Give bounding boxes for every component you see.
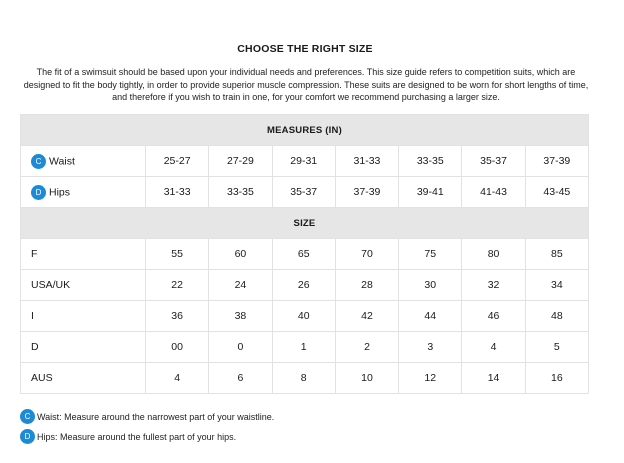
size-header: SIZE [21,208,589,239]
table-cell: 24 [209,270,272,301]
page-title: CHOOSE THE RIGHT SIZE [237,43,373,55]
waist-note-text: Waist: Measure around the narrowest part of your waistline. [37,411,275,422]
table-cell: 43-45 [525,177,588,208]
table-row [21,332,589,363]
row-label-cell: D [21,332,146,363]
table-row [21,146,589,177]
table-cell: 26 [272,270,335,301]
size-row [21,208,589,239]
table-row [21,239,589,270]
table-cell: 4 [462,332,525,363]
row-label-cell: I [21,301,146,332]
waist-badge-icon: C [20,409,35,424]
table-cell: 46 [462,301,525,332]
table-cell: 40 [272,301,335,332]
table-row [21,363,589,394]
table-cell: 00 [146,332,209,363]
table-cell: 8 [272,363,335,394]
intro-text: The fit of a swimsuit should be based upon your individual needs and preferences. This size guide refers to competition suits, which are designed to fit the body tightly, in order to provide superior muscle compression. These suits are designed to be worn for short lengths of time, and therefore if you wish to train in one, for your comfort we recommend purchasing a larger size. [23,67,589,102]
row-label-cell: USA/UK [21,270,146,301]
table-cell: 6 [209,363,272,394]
table-cell: 85 [525,239,588,270]
table-cell: 37-39 [525,146,588,177]
table-cell: 33-35 [209,177,272,208]
table-cell: 31-33 [335,146,398,177]
table-cell: 31-33 [146,177,209,208]
table-cell: 60 [209,239,272,270]
row-label-cell [21,177,146,208]
table-cell: 34 [525,270,588,301]
hips-note [20,429,236,444]
measures-header: MEASURES (IN) [21,115,589,146]
table-cell: 10 [335,363,398,394]
row-label-cell: F [21,239,146,270]
table-row [21,177,589,208]
table-cell: 41-43 [462,177,525,208]
table-cell: 29-31 [272,146,335,177]
waist-note [20,409,274,424]
hips-badge-icon: D [20,429,35,444]
table-cell: 14 [462,363,525,394]
table-cell: 35-37 [462,146,525,177]
table-cell: 27-29 [209,146,272,177]
table-cell: 65 [272,239,335,270]
row-label-cell [21,146,146,177]
table-cell: 4 [146,363,209,394]
table-cell: 55 [146,239,209,270]
table-cell: 22 [146,270,209,301]
table-cell: 12 [399,363,462,394]
table-cell: 33-35 [399,146,462,177]
table-cell: 2 [335,332,398,363]
table-cell: 80 [462,239,525,270]
table-cell: 1 [272,332,335,363]
table-cell: 44 [399,301,462,332]
table-cell: 38 [209,301,272,332]
table-cell: 25-27 [146,146,209,177]
table-cell: 37-39 [335,177,398,208]
table-cell: 32 [462,270,525,301]
table-cell: 3 [399,332,462,363]
row-label: Waist [49,155,75,167]
table-row [21,270,589,301]
table-cell: 16 [525,363,588,394]
measures-row [21,115,589,146]
table-cell: 30 [399,270,462,301]
size-chart-table [20,114,589,394]
hips-note-text: Hips: Measure around the fullest part of your hips. [37,431,237,442]
table-cell: 42 [335,301,398,332]
table-cell: 75 [399,239,462,270]
table-cell: 5 [525,332,588,363]
table-cell: 48 [525,301,588,332]
table-cell: 35-37 [272,177,335,208]
table-cell: 28 [335,270,398,301]
table-cell: 0 [209,332,272,363]
waist-badge-icon: C [31,154,46,169]
row-label-cell: AUS [21,363,146,394]
row-label: Hips [49,186,71,198]
table-cell: 36 [146,301,209,332]
table-row [21,301,589,332]
table-cell: 39-41 [399,177,462,208]
hips-badge-icon: D [31,185,46,200]
table-cell: 70 [335,239,398,270]
